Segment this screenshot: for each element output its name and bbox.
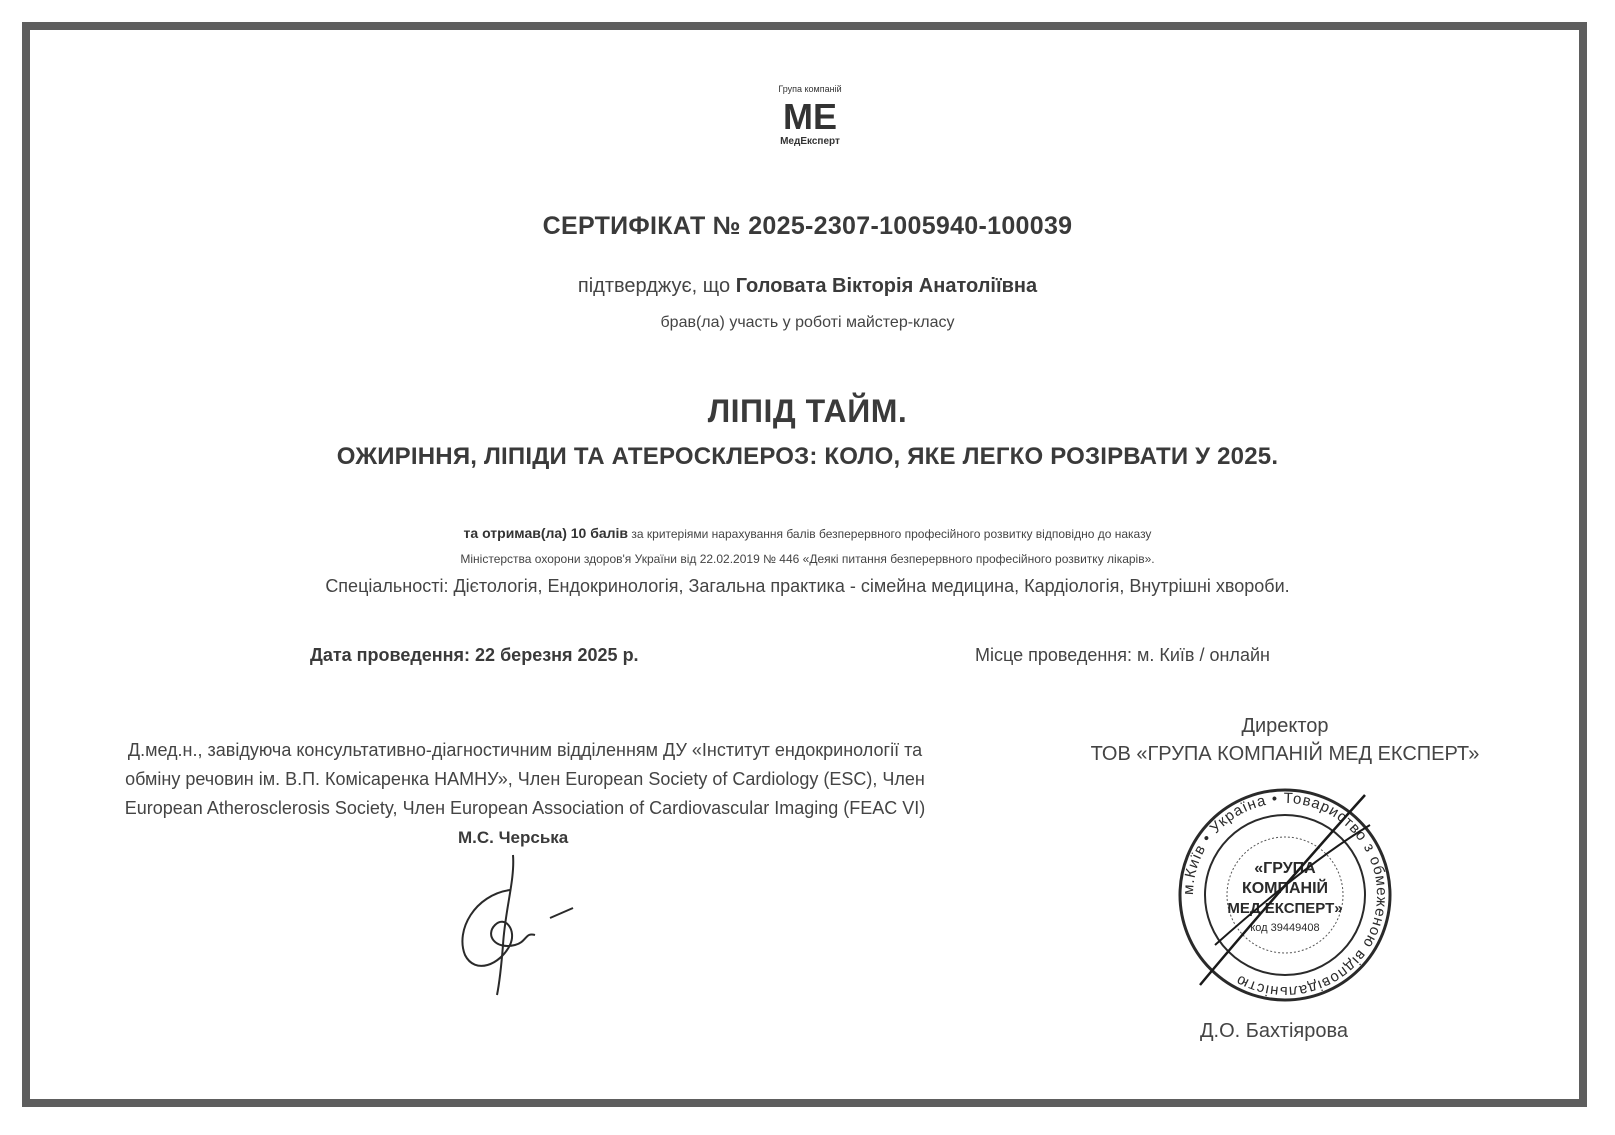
masterclass-title: ЛІПІД ТАЙМ.: [707, 393, 908, 429]
participation-line: брав(ла) участь у роботі майстер-класу: [660, 314, 955, 331]
stamp-center-line2: КОМПАНІЙ: [1241, 880, 1329, 897]
event-place: Місце проведення: м. Київ / онлайн: [975, 645, 1270, 665]
left-signatory-credentials: [60, 736, 990, 823]
stamp-center-line3: МЕД ЕКСПЕРТ»: [1227, 900, 1343, 917]
company-logo: [765, 84, 855, 147]
points-line: [0, 525, 1615, 541]
left-signatory-name: М.С. Черська: [458, 828, 569, 847]
credentials-line-1: Д.мед.н., завідуюча консультативно-діагностичним відділенням ДУ «Інститут ендокринології та: [127, 740, 923, 760]
confirm-prefix: підтверджує, що: [577, 275, 736, 297]
event-date: Дата проведення: 22 березня 2025 р.: [310, 645, 639, 665]
director-role: Директор: [1241, 715, 1329, 737]
stamp-center-line1: «ГРУПА: [1254, 860, 1316, 877]
logo-brand: МедЕксперт: [780, 136, 840, 147]
right-signatory-name: Д.О. Бахтіярова: [1200, 1020, 1348, 1042]
stamp-code: код 39449408: [1250, 922, 1320, 934]
company-stamp: [1170, 785, 1400, 1005]
stamp-outer-text: м.Київ • Україна • Товариство з обмеженою відповідальністю: [1179, 789, 1391, 1001]
logo-mark-text: МЕ: [783, 96, 837, 136]
logo-group-label: Група компаній: [778, 84, 842, 94]
credentials-line-2: обміну речовин ім. В.П. Комісаренка НАМНУ», Член European Society of Cardiology (ESC), Член: [125, 769, 925, 789]
certificate-title: СЕРТИФІКАТ № 2025-2307-1005940-100039: [542, 212, 1073, 240]
credentials-line-3: European Atherosclerosis Society, Член European Association of Cardiovascular Imaging (FEAC VI): [124, 798, 926, 818]
points-rest: за критеріями нарахування балів безперервного професійного розвитку відповідно до наказу: [628, 527, 1152, 541]
ministry-line: Міністерства охорони здоров'я України від 22.02.2019 № 446 «Деякі питання безперервного професійного розвитку лікарів».: [460, 552, 1155, 566]
right-signatory-title: [1060, 712, 1510, 768]
specialties-line: Спеціальності: Дієтологія, Ендокринологія, Загальна практика - сімейна медицина, Кардіологія, Внутрішні хвороби.: [325, 576, 1290, 596]
confirmation-line: [0, 275, 1615, 298]
points-bold: та отримав(ла) 10 балів: [463, 525, 629, 541]
left-signature: [455, 850, 595, 1000]
director-company: ТОВ «ГРУПА КОМПАНІЙ МЕД ЕКСПЕРТ»: [1090, 743, 1480, 765]
recipient-name: Головата Вікторія Анатоліївна: [735, 275, 1038, 297]
masterclass-subtitle: ОЖИРІННЯ, ЛІПІДИ ТА АТЕРОСКЛЕРОЗ: КОЛО, ЯКЕ ЛЕГКО РОЗІРВАТИ У 2025.: [336, 443, 1279, 470]
medexpert-logo-mark: [767, 96, 853, 136]
